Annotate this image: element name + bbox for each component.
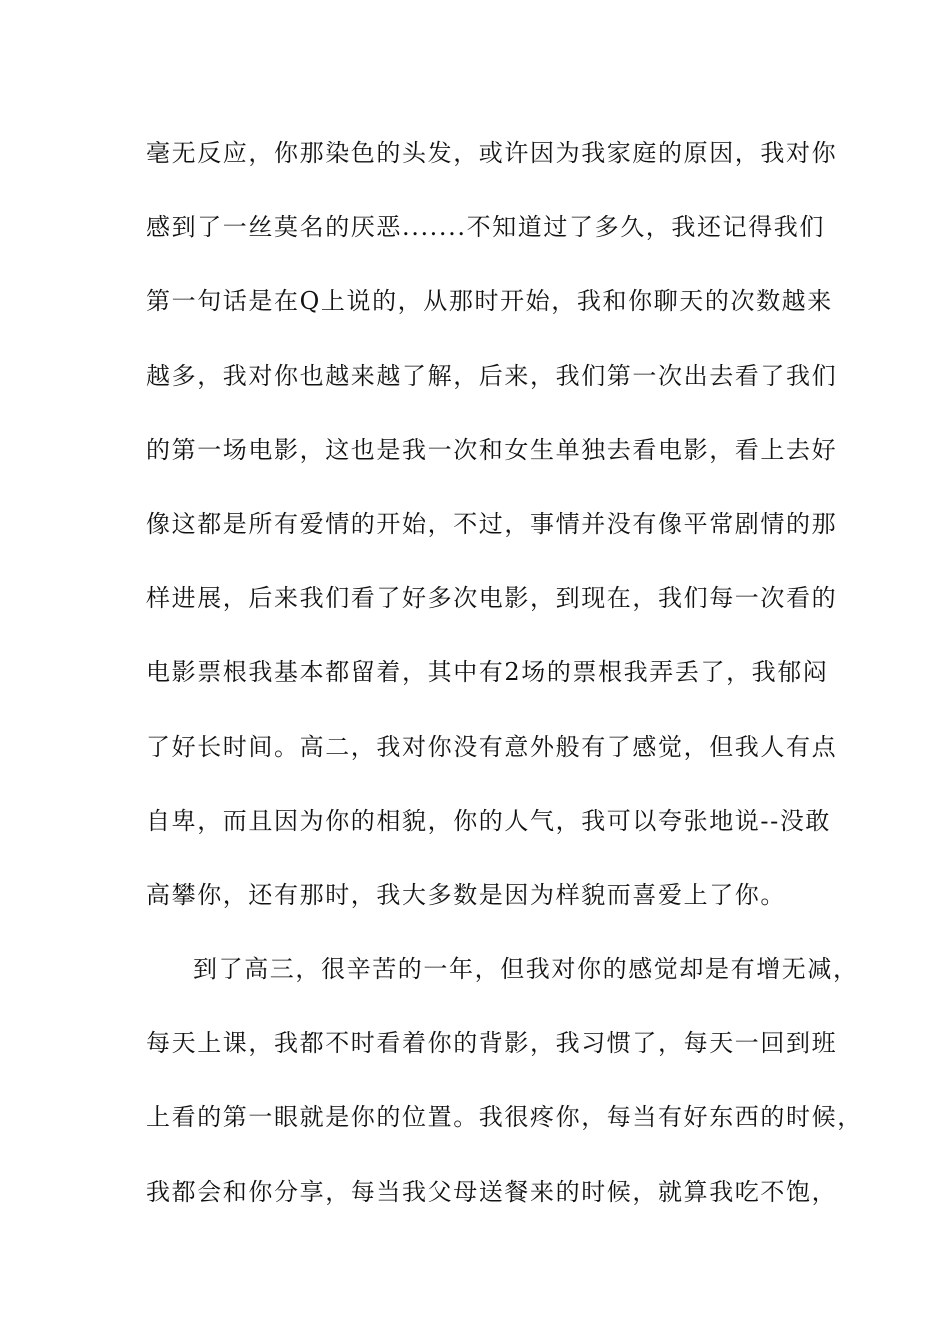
text-line: 像这都是所有爱情的开始，不过，事情并没有像平常剧情的那	[146, 509, 838, 538]
text-line: 样进展，后来我们看了好多次电影，到现在，我们每一次看的	[146, 584, 838, 613]
text-line: 了好长时间。高二，我对你没有意外般有了感觉，但我人有点	[146, 732, 838, 761]
body-text	[146, 128, 863, 1241]
text-line: 的第一场电影，这也是我一次和女生单独去看电影，看上去好	[146, 435, 838, 464]
text-line: 第一句话是在Q上说的，从那时开始，我和你聊天的次数越来	[146, 287, 833, 316]
text-line: 上看的第一眼就是你的位置。我很疼你，每当有好东西的时候，	[146, 1103, 863, 1132]
paragraph-start-line: 到了高三，很辛苦的一年，但我对你的感觉却是有增无减，	[193, 955, 859, 984]
text-line: 自卑，而且因为你的相貌，你的人气，我可以夸张地说--没敢	[146, 806, 832, 835]
text-line: 每天上课，我都不时看着你的背影，我习惯了，每天一回到班	[146, 1029, 838, 1058]
text-line: 越多，我对你也越来越了解，后来，我们第一次出去看了我们	[146, 361, 838, 390]
text-line: 高攀你，还有那时，我大多数是因为样貌而喜爱上了你。	[146, 880, 786, 909]
text-line: 我都会和你分享，每当我父母送餐来的时候，就算我吃不饱，	[146, 1177, 838, 1206]
text-line: 感到了一丝莫名的厌恶.......不知道过了多久，我还记得我们	[146, 213, 826, 242]
text-line: 毫无反应，你那染色的头发，或许因为我家庭的原因，我对你	[146, 139, 838, 167]
text-line: 电影票根我基本都留着，其中有2场的票根我弄丢了，我郁闷	[146, 658, 829, 687]
